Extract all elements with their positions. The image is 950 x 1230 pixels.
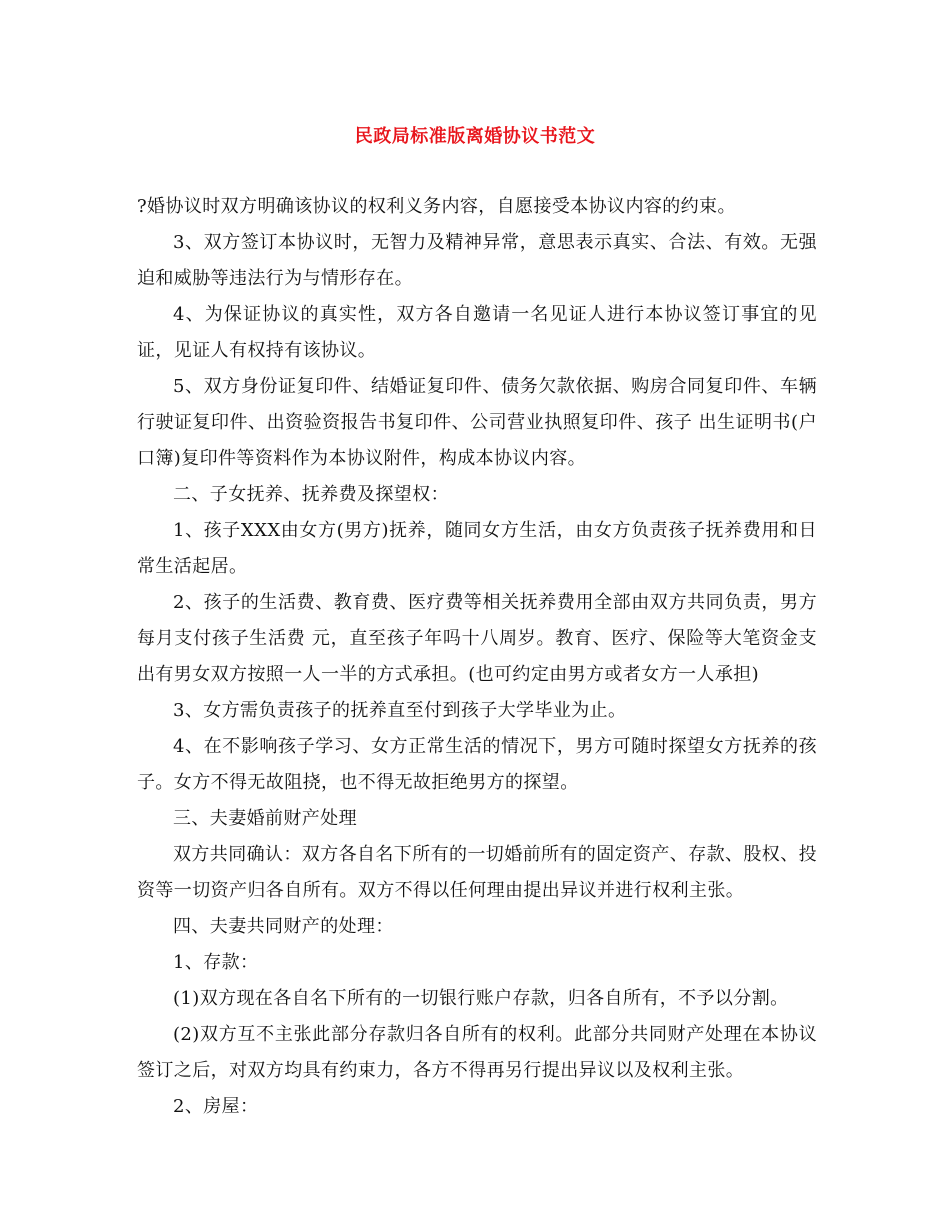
paragraph-3: 5、双方身份证复印件、结婚证复印件、债务欠款依据、购房合同复印件、车辆行驶证复印件、出资验资报告书复印件、公司营业执照复印件、孩子 出生证明书(户口簿)复印件等资料作为本协议附件，构成本协议内容。 bbox=[137, 376, 817, 469]
paragraph-2: 4、为保证协议的真实性，双方各自邀请一名见证人进行本协议签订事宜的见证，见证人有权持有该协议。 bbox=[137, 304, 817, 361]
paragraph-8: 4、在不影响孩子学习、女方正常生活的情况下，男方可随时探望女方抚养的孩子。女方不得无故阻挠，也不得无故拒绝男方的探望。 bbox=[137, 736, 817, 793]
paragraph-13: (1)双方现在各自名下所有的一切银行账户存款，归各自所有，不予以分割。 bbox=[173, 988, 789, 1009]
document-title: 民政局标准版离婚协议书范文 bbox=[354, 126, 596, 147]
paragraph-14: (2)双方互不主张此部分存款归各自所有的权利。此部分共同财产处理在本协议签订之后，对双方均具有约束力，各方不得再另行提出异议以及权利主张。 bbox=[137, 1024, 817, 1081]
section-heading-3: 三、夫妻婚前财产处理 bbox=[173, 808, 357, 829]
paragraph-7: 3、女方需负责孩子的抚养直至付到孩子大学毕业为止。 bbox=[173, 700, 627, 721]
document-body bbox=[137, 189, 817, 1125]
paragraph-0: ?婚协议时双方明确该协议的权利义务内容，自愿接受本协议内容的约束。 bbox=[137, 196, 736, 217]
paragraph-5: 1、孩子XXX由女方(男方)抚养，随同女方生活，由女方负责孩子抚养费用和日常生活起居。 bbox=[137, 520, 817, 577]
paragraph-10: 双方共同确认：双方各自名下所有的一切婚前所有的固定资产、存款、股权、投资等一切资产归各自所有。双方不得以任何理由提出异议并进行权利主张。 bbox=[137, 844, 817, 901]
paragraph-6: 2、孩子的生活费、教育费、医疗费等相关抚养费用全部由双方共同负责，男方每月支付孩子生活费 元，直至孩子年吗十八周岁。教育、医疗、保险等大笔资金支出有男女双方按照一人一半的方式承担。(也可约定由男方或者女方一人承担) bbox=[137, 592, 817, 685]
paragraph-1: 3、双方签订本协议时，无智力及精神异常，意思表示真实、合法、有效。无强迫和威胁等违法行为与情形存在。 bbox=[137, 232, 817, 289]
paragraph-12: 1、存款： bbox=[173, 952, 259, 973]
section-heading-2: 二、子女抚养、抚养费及探望权： bbox=[173, 484, 449, 505]
section-heading-4: 四、夫妻共同财产的处理： bbox=[173, 916, 394, 937]
paragraph-15: 2、房屋： bbox=[173, 1096, 259, 1117]
